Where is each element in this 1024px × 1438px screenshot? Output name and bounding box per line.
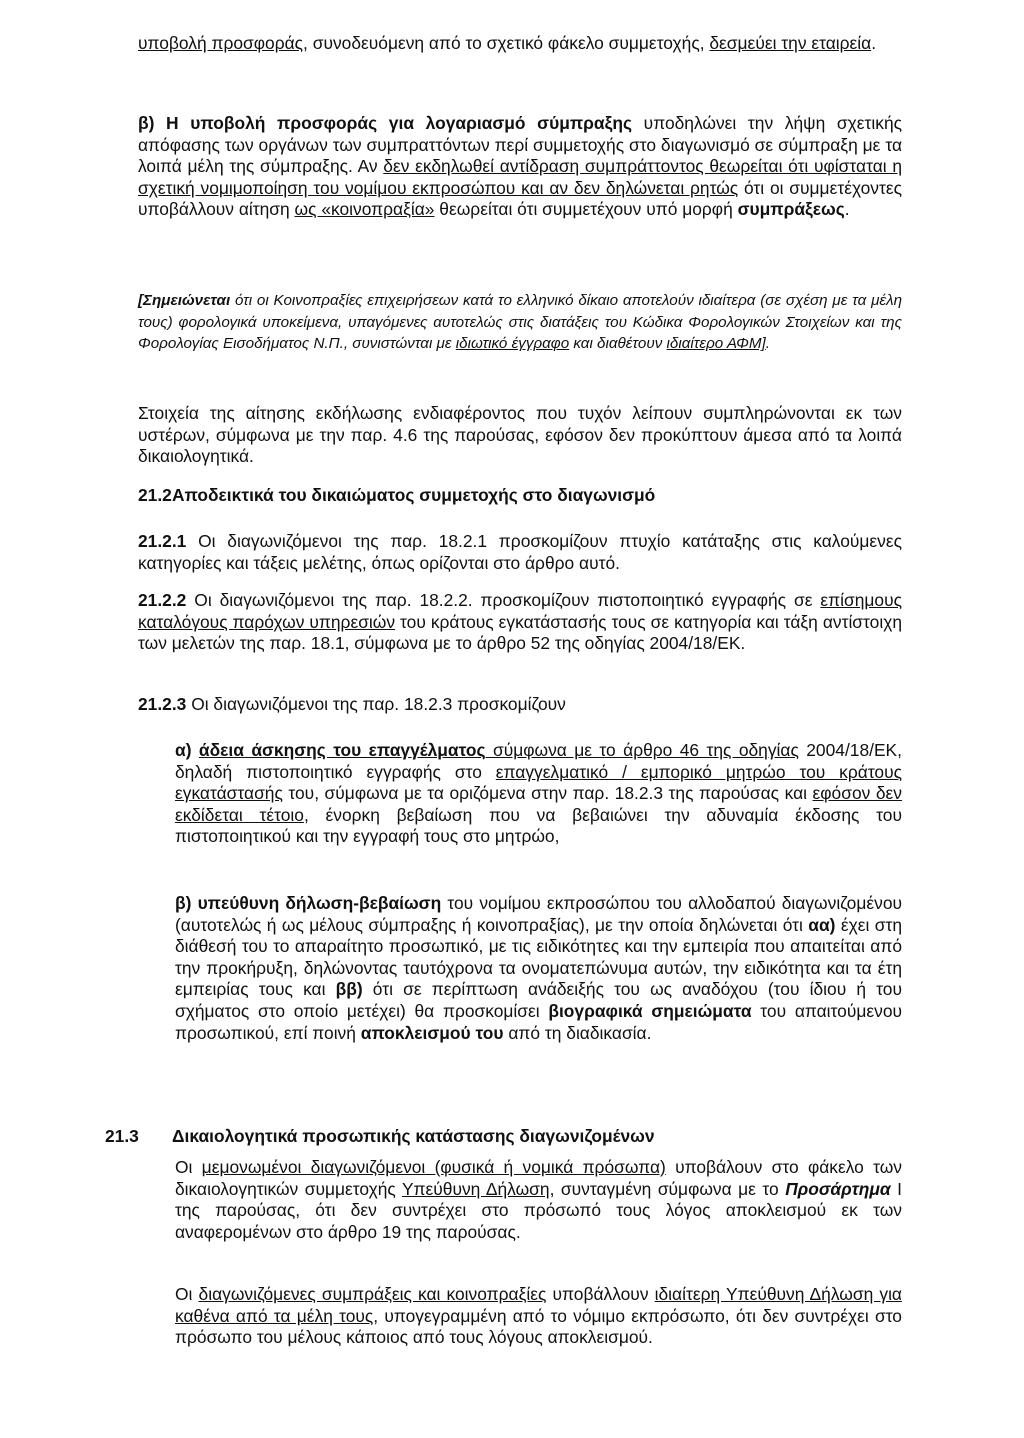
text: του κράτους εγκατάστασής τους σε κατηγορία και τάξη αντίστοιχη των μελετών της παρ. 18.1, σύμφωνα με το άρθρο 52 της οδηγίας 2004/18/ΕΚ.	[138, 611, 902, 654]
text: Ι της παρούσας, ότι δεν συντρέχει στο πρόσωπό τους λόγος αποκλεισμού εκ των αναφερομένων στο άρθρο 19 της παρούσας.	[175, 1178, 902, 1242]
underlined-text: επαγγελματικό / εμπορικό μητρώο του κράτους εγκατάστασής	[175, 761, 903, 804]
clause-21-2-2	[138, 590, 902, 655]
text: από τη διαδικασία.	[503, 1022, 652, 1043]
text: υπογεγραμμένη από το νόμιμο εκπρόσωπο, ότι δεν συντρέχει στο πρόσωπο του μέλους κάποιος από τους λόγους αποκλεισμού.	[175, 1305, 902, 1348]
clause-number: 21.2.2	[138, 590, 187, 610]
text: Οι διαγωνιζόμενοι της παρ. 18.2.2. προσκομίζουν πιστοποιητικό εγγραφής σε	[186, 590, 821, 610]
text: έχει στη διάθεσή του το απαραίτητο προσωπικό, με τις ειδικότητες και την εμπειρία που απαιτείται από την προκήρυξη, δηλώνοντας ταυτόχρονα τα ονοματεπώνυμα αυτών, την ειδικότητα και τα έτη εμπειρίας τους και	[175, 914, 902, 1000]
paragraph-individual-bidders	[175, 1157, 902, 1243]
text: υποβάλλουν	[546, 1284, 655, 1304]
text: του, σύμφωνα με τα οριζόμενα στην παρ. 18.2.3 της παρούσας και	[282, 783, 813, 804]
paragraph-note	[138, 290, 902, 355]
text: και διαθέτουν	[569, 335, 667, 353]
underlined-text: ιδιωτικό έγγραφο	[455, 335, 570, 353]
text: , συνταγμένη σύμφωνα με το	[549, 1178, 786, 1199]
underlined-text: ως «κοινοπραξία»	[294, 199, 435, 220]
text: , ένορκη βεβαίωση που να βεβαιώνει την αδυναμία έκδοσης του πιστοποιητικού και την εγγραφή τους στο μητρώο,	[175, 804, 902, 847]
paragraph-missing-data: Στοιχεία της αίτησης εκδήλωσης ενδιαφέροντος που τυχόν λείπουν συμπληρώνονται εκ των υστέρων, σύμφωνα με την παρ. 4.6 της παρούσας, εφόσον δεν προκύπτουν άμεσα από τα λοιπά δικαιολογητικά.	[138, 403, 902, 467]
underlined-text: Υπεύθυνη Δήλωση	[401, 1178, 550, 1199]
clause-number: 21.2.1	[138, 531, 187, 551]
underlined-text: ιδιαίτερη Υπεύθυνη Δήλωση για καθένα από τα μέλη τους,	[175, 1284, 902, 1326]
underlined-text: διαγωνιζόμενες συμπράξεις και κοινοπραξίες	[198, 1284, 547, 1304]
underlined-text: ιδιαίτερο ΑΦΜ]	[666, 335, 766, 353]
section-number-21-3: 21.3	[105, 1126, 139, 1146]
section-number-21-2: 21.2	[138, 485, 172, 505]
text: Οι	[175, 1157, 202, 1177]
underlined-text: μεμονωμένοι διαγωνιζόμενοι (φυσικά ή νομικά πρόσωπα)	[201, 1157, 666, 1177]
text: ότι οι συμμετέχοντες υποβάλλουν αίτηση	[138, 177, 902, 220]
item-beta-declaration	[175, 893, 902, 1044]
item-alpha-license	[175, 740, 902, 848]
bold-italic-text: Προσάρτημα	[785, 1178, 891, 1199]
underlined-text: εφόσον δεν εκδίδεται τέτοιο	[175, 783, 902, 825]
bold-text: ββ)	[335, 979, 363, 1000]
bold-italic-text: [Σημειώνεται	[138, 292, 231, 309]
text: 2004/18/ΕΚ, δηλαδή πιστοποιητικό εγγραφής στο	[175, 740, 902, 782]
bold-text: β) υπεύθυνη δήλωση-βεβαίωση	[175, 893, 442, 913]
bold-text: συμπράξεως	[737, 199, 845, 220]
underlined-text: σύμφωνα με το άρθρο 46 της οδηγίας	[485, 740, 799, 760]
text: Οι διαγωνιζόμενοι της παρ. 18.2.3 προσκομίζουν	[186, 694, 566, 714]
clause-21-2-3	[138, 694, 902, 716]
underlined-text: δεν εκδηλωθεί αντίδραση συμπράττοντος θεωρείται ότι υφίσταται η σχετική νομιμοποίηση του νομίμου εκπροσώπου και αν δεν δηλώνεται ρητώς	[138, 156, 902, 198]
section-title-21-3: Δικαιολογητικά προσωπικής κατάστασης διαγωνιζομένων	[172, 1126, 655, 1146]
section-title-21-2: Αποδεικτικά του δικαιώματος συμμετοχής στο διαγωνισμό	[172, 485, 656, 505]
bold-text: αα)	[808, 914, 836, 935]
text: θεωρείται ότι συμμετέχουν υπό μορφή	[434, 199, 738, 220]
bold-text: α)	[175, 740, 199, 760]
text: ότι σε περίπτωση ανάδειξής του ως αναδόχου (του ίδιου ή του σχήματος στο οποίο μετέχει) θα προσκομίσει	[175, 979, 902, 1021]
text: του νομίμου εκπροσώπου του αλλοδαπού διαγωνιζομένου (αυτοτελώς ή ως μέλους σύμπραξης ή κοινοπραξίας), με την οποία δηλώνεται ότι	[175, 893, 903, 935]
text: του απαιτούμενου προσωπικού, επί ποινή	[175, 1000, 902, 1043]
text: .	[765, 335, 770, 353]
bold-text: αποκλεισμού του	[360, 1022, 504, 1043]
text: συνοδευόμενη από το σχετικό φάκελο συμμετοχής,	[307, 33, 705, 53]
text: .	[844, 199, 850, 220]
text: Οι διαγωνιζόμενοι της παρ. 18.2.1 προσκομίζουν πτυχίο κατάταξης στις καλούμενες κατηγορίες και τάξεις μελέτης, όπως ορίζονται στο άρθρο αυτό.	[138, 531, 902, 573]
clause-21-2-1	[138, 531, 902, 574]
underlined-text: επίσημους καταλόγους παρόχων υπηρεσιών	[138, 590, 902, 632]
underlined-text: υποβολή προσφοράς,	[138, 33, 308, 53]
text: Οι	[175, 1284, 199, 1304]
paragraph-bid-submission	[138, 33, 902, 55]
bold-text: βιογραφικά σημειώματα	[548, 1000, 752, 1021]
bold-underlined-text: άδεια άσκησης του επαγγέλματος	[198, 740, 486, 760]
bold-text: β) Η υποβολή προσφοράς για λογαριασμό σύμπραξης	[138, 113, 633, 133]
clause-number: 21.2.3	[138, 694, 187, 714]
text: .	[871, 33, 877, 53]
text: υποβάλουν στο φάκελο των δικαιολογητικών συμμετοχής	[175, 1157, 903, 1199]
text: υποδηλώνει την λήψη σχετικής απόφασης των οργάνων των συμπραττόντων περί συμμετοχής στο διαγωνισμό σε σύμπραξη με τα λοιπά μέλη της σύμπραξης. Αν	[138, 113, 902, 177]
text: ότι οι Κοινοπραξίες επιχειρήσεων κατά το ελληνικό δίκαιο αποτελούν ιδιαίτερα (σε σχέση με τα μέλη τους) φορολογικά υποκείμενα, υπαγόμενες αυτοτελώς στις διατάξεις του Κώδικα Φορολογικών Στοιχείων και της Φορολογίας Εισοδήματος Ν.Π., συνιστώνται με	[138, 292, 902, 353]
underlined-text: δεσμεύει την εταιρεία	[709, 33, 872, 53]
paragraph-joint-venture	[138, 113, 902, 221]
paragraph-consortia	[175, 1284, 902, 1349]
